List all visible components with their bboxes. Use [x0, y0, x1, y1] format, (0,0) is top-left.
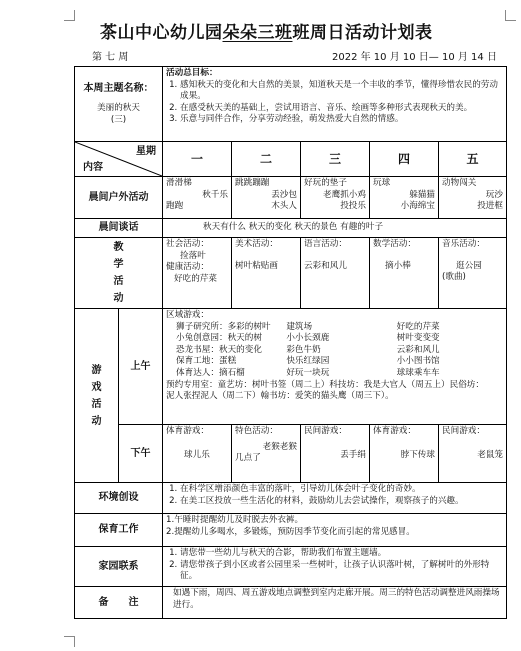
remarks-label: 备 注 — [75, 587, 163, 619]
goals-cell — [163, 67, 507, 142]
theme-cell — [75, 67, 163, 142]
area-item: 快乐红绿园 — [286, 356, 330, 367]
afternoon-mon — [163, 425, 232, 483]
activity-text: 木头人 — [271, 201, 297, 212]
theme-row — [75, 67, 507, 142]
page-title — [100, 18, 433, 43]
weekday-corner-cell — [75, 142, 163, 177]
activity-text: 投投乐 — [340, 201, 366, 212]
environment-row — [75, 483, 507, 514]
lesson-text: 社会活动： — [166, 239, 209, 249]
teaching-fri — [439, 238, 507, 309]
family-row — [75, 547, 507, 587]
day-header-fri: 五 — [439, 142, 507, 177]
games-morning-content — [163, 309, 507, 425]
activity-text: 老鹰抓小鸡 — [323, 189, 366, 200]
games-afternoon-row — [75, 425, 507, 483]
week-label: 星期 — [136, 146, 156, 157]
area-item: 云彩和风儿 — [396, 344, 440, 355]
area-item: 恐龙书屋：秋天的变化 — [176, 344, 262, 355]
area-item: 体育达人：摘石榴 — [176, 367, 245, 378]
activity-text: 动物闯关 — [442, 178, 477, 188]
morning-outdoor-label: 晨间户外活动 — [75, 177, 163, 219]
page-corner-mark — [64, 636, 75, 647]
goals-list — [166, 80, 503, 126]
day-header-wed: 三 — [301, 142, 370, 177]
afternoon-thu — [370, 425, 439, 483]
care-content — [163, 514, 507, 547]
morning-outdoor-row — [75, 177, 507, 219]
weekly-plan-table — [74, 66, 507, 619]
area-item: 小小图书馆 — [396, 356, 440, 367]
environment-item: 2. 在美工区投放一些生活化的材料，鼓励幼儿去尝试操作，观察孩子的兴趣。 — [180, 496, 503, 508]
teaching-mon — [163, 238, 232, 309]
morning-outdoor-mon — [163, 177, 232, 219]
game-text: 民间游戏： — [442, 426, 485, 436]
special-rooms-line: 泥人张捏泥人（周二下）翰书坊：爱笑的猫头鹰（周三下）。 — [166, 391, 394, 402]
morning-talk-label: 晨间谈话 — [75, 219, 163, 238]
game-text: 体育游戏： — [166, 426, 209, 436]
activity-text: 躲猫猫 — [409, 189, 435, 200]
goal-item: 3. 乐意与同伴合作，分享劳动经验，萌发热爱大自然的情感。 — [180, 114, 503, 126]
environment-item: 1. 在科学区增添颜色丰富的落叶，引导幼儿体会叶子变化的奇妙。 — [180, 484, 503, 496]
teaching-label — [75, 238, 163, 309]
care-item: 2.提醒幼儿多喝水，多锻炼，预防因季节变化而引起的常见感冒。 — [166, 526, 415, 537]
remarks-content: 如遇下雨，周四、周五游戏地点调整到室内走廊开展。周三的特色活动调整进风雨操场进行。 — [163, 587, 507, 619]
activity-text: 玩沙 — [485, 189, 503, 200]
activity-text: 投进框 — [477, 201, 503, 212]
family-content — [163, 547, 507, 587]
activity-text: 秋千乐 — [202, 189, 228, 200]
care-row — [75, 514, 507, 547]
afternoon-wed — [301, 425, 370, 483]
school-name: 茶山中心幼儿园 — [100, 23, 223, 43]
games-label-text: 游戏活动 — [91, 364, 102, 427]
activity-text: 跑跑 — [166, 201, 184, 212]
theme-name-sub: (三) — [110, 114, 127, 125]
goal-item: 2. 在感受秋天美的基础上，尝试用语言、音乐、绘画等多种形式表现秋天的美。 — [180, 103, 503, 115]
morning-talk-content: 秋天有什么 秋天的变化 秋天的景色 有趣的叶子 — [163, 219, 507, 238]
lesson-text: 云彩和风儿 — [304, 260, 347, 271]
goals-label: 活动总目标： — [166, 68, 218, 78]
teaching-wed — [301, 238, 370, 309]
day-header-mon: 一 — [163, 142, 232, 177]
day-header-thu: 四 — [370, 142, 439, 177]
care-item: 1.午睡时提醒幼儿及时脱去外衣裤。 — [166, 515, 304, 525]
morning-outdoor-tue — [232, 177, 301, 219]
games-label — [75, 309, 119, 483]
game-text: 特色活动： — [235, 426, 278, 436]
theme-name: 美丽的秋天 — [97, 103, 140, 114]
games-morning-row — [75, 309, 507, 425]
game-text: 民间游戏： — [304, 426, 347, 436]
games-morning-label: 上午 — [119, 309, 163, 425]
activity-text: 跳跳蹦蹦 — [235, 178, 270, 188]
areas-grid — [166, 322, 503, 380]
morning-outdoor-thu — [370, 177, 439, 219]
lesson-text: 捡落叶 — [180, 250, 206, 261]
lesson-text: (歌曲) — [442, 272, 466, 283]
page-corner-mark — [505, 10, 516, 21]
lesson-text: 树叶粘贴画 — [235, 260, 278, 271]
area-item: 小兔创意园：秋天的树 — [176, 333, 262, 344]
care-label: 保育工作 — [75, 514, 163, 547]
lesson-text: 美术活动： — [235, 239, 278, 249]
page-corner-mark — [64, 10, 75, 21]
content-label: 内容 — [83, 161, 103, 173]
area-item: 保育工地：蛋糕 — [176, 356, 237, 367]
area-item: 建筑场 — [286, 321, 313, 332]
area-item: 狮子研究所：多彩的树叶 — [176, 321, 271, 332]
game-text: 体育游戏： — [373, 426, 416, 436]
lesson-text: 数学活动： — [373, 239, 416, 249]
area-item: 树叶变变变 — [396, 333, 440, 344]
afternoon-tue — [232, 425, 301, 483]
class-name: 朵朵三班 — [222, 23, 293, 43]
special-rooms-line: 预约专用室：童艺坊：树叶书签（周二上）科技坊：我是大官人（周五上）民俗坊： — [166, 379, 484, 390]
areas-title: 区域游戏： — [166, 310, 209, 320]
remarks-row — [75, 587, 507, 619]
lesson-text: 好吃的芹菜 — [174, 273, 217, 284]
area-item: 球球乘车车 — [396, 367, 440, 378]
game-text: 几点了 — [235, 453, 261, 464]
area-item: 彩色牛奶 — [286, 344, 321, 355]
morning-outdoor-wed — [301, 177, 370, 219]
date-range: 2022 年 10 月 10 日— 10 月 14 日 — [332, 52, 497, 63]
environment-label: 环境创设 — [75, 483, 163, 514]
family-item: 1. 请您带一些幼儿与秋天的合影，帮助我们布置主题墙。 — [180, 548, 503, 560]
morning-talk-row — [75, 219, 507, 238]
family-item: 2. 请您带孩子到小区或者公园里采一些树叶，让孩子认识落叶树，了解树叶的外形特征。 — [180, 560, 503, 583]
game-text: 脖下传球 — [400, 449, 435, 460]
week-number: 第 七 周 — [92, 52, 129, 63]
goal-item: 1. 感知秋天的变化和大自然的美景，知道秋天是一个丰收的季节，懂得珍惜农民的劳动成果。 — [180, 80, 503, 103]
game-text: 球儿乐 — [184, 449, 210, 460]
family-list — [166, 548, 503, 583]
day-header-tue: 二 — [232, 142, 301, 177]
title-suffix: 班周日活动计划表 — [292, 23, 433, 43]
area-item: 小小长颈鹿 — [286, 333, 330, 344]
game-text: 丢手绢 — [340, 449, 366, 460]
weekday-header-row — [75, 142, 507, 177]
teaching-thu — [370, 238, 439, 309]
game-text: 老猴老猴 — [262, 441, 297, 452]
environment-list — [166, 484, 503, 507]
afternoon-fri — [439, 425, 507, 483]
games-afternoon-label: 下午 — [119, 425, 163, 483]
teaching-tue — [232, 238, 301, 309]
activity-text: 小海绵宝 — [400, 201, 435, 212]
lesson-text: 健康活动： — [166, 262, 209, 273]
teaching-label-text: 教学活动 — [113, 242, 124, 304]
morning-outdoor-fri — [439, 177, 507, 219]
activity-text: 玩球 — [373, 178, 391, 188]
activity-text: 好玩的垫子 — [304, 178, 347, 188]
environment-content — [163, 483, 507, 514]
area-item: 好吃的芹菜 — [396, 321, 440, 332]
game-text: 老鼠笼 — [477, 449, 503, 460]
theme-label: 本周主题名称： — [83, 82, 154, 94]
lesson-text: 摘小棒 — [385, 260, 411, 271]
teaching-row — [75, 238, 507, 309]
activity-text: 丢沙包 — [271, 189, 297, 200]
lesson-text: 语言活动： — [304, 239, 347, 249]
family-label: 家园联系 — [75, 547, 163, 587]
area-item: 好玩一块玩 — [286, 367, 330, 378]
lesson-text: 音乐活动： — [442, 239, 485, 249]
lesson-text: 逛公园 — [456, 260, 482, 271]
activity-text: 滑滑梯 — [166, 178, 192, 188]
